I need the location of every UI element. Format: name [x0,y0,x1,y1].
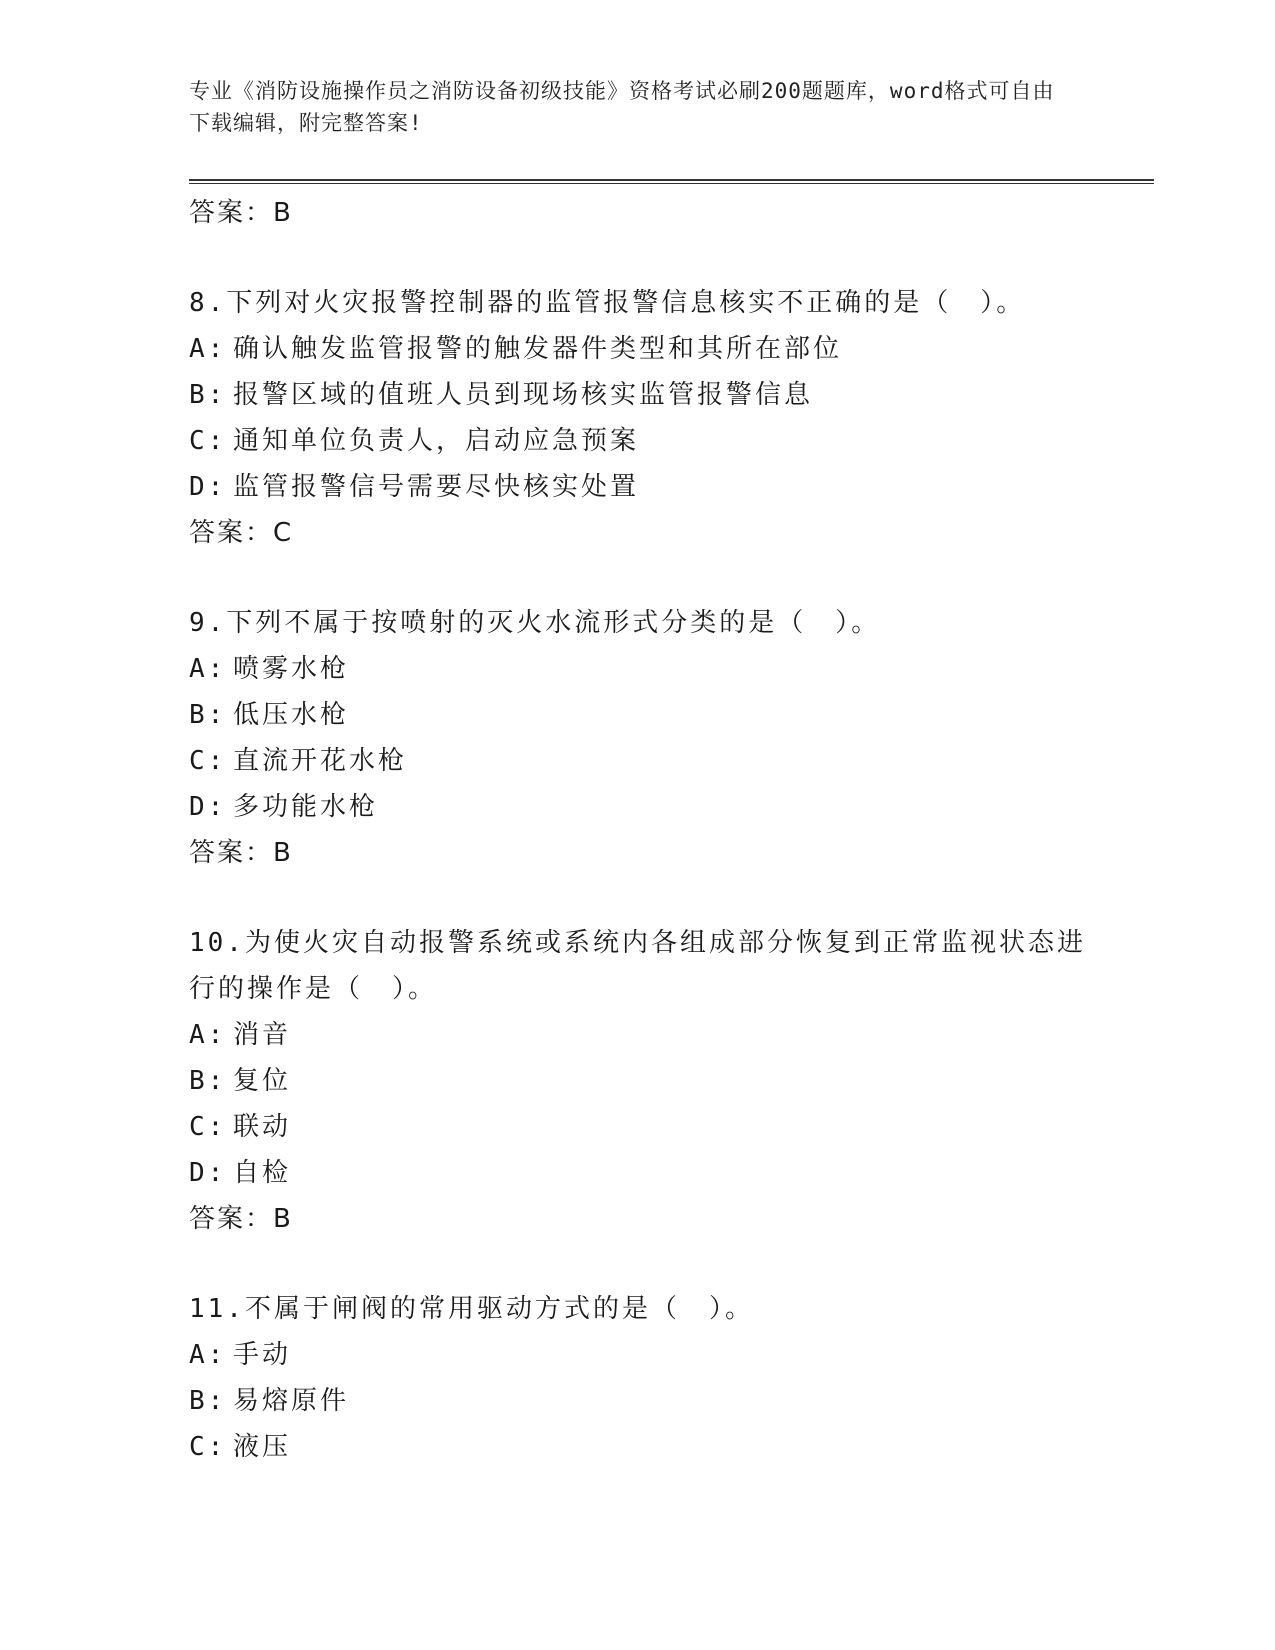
option-text: 复位 [233,1066,292,1096]
option-key: D: [189,792,227,822]
question-block [189,600,1089,876]
option-text: 液压 [233,1432,292,1462]
option-key: A: [189,1340,227,1370]
option-text: 消音 [233,1020,292,1050]
option-key: B: [189,1066,227,1096]
answer-line: 答案：C [189,518,294,548]
option-c [189,1424,1089,1470]
question-block [189,280,1089,556]
option-text: 监管报警信号需要尽快核实处置 [233,472,640,502]
option-c [189,418,1089,464]
question-text: 10.为使火灾自动报警系统或系统内各组成部分恢复到正常监视状态进行的操作是（ ）。 [189,928,1086,1004]
question-block [189,1286,1089,1470]
option-c [189,738,1089,784]
answer-line: 答案：B [189,198,293,228]
option-c [189,1104,1089,1150]
question-text: 11.不属于闸阀的常用驱动方式的是（ ）。 [189,1294,754,1324]
option-d [189,1150,1089,1196]
option-key: A: [189,334,227,364]
option-d [189,784,1089,830]
question-text: 9.下列不属于按喷射的灭火水流形式分类的是（ ）。 [189,608,881,638]
option-text: 报警区域的值班人员到现场核实监管报警信息 [233,380,814,410]
option-key: B: [189,380,227,410]
option-key: C: [189,746,227,776]
question-block [189,920,1089,1242]
option-key: D: [189,472,227,502]
header-rule-thin [189,183,1154,184]
option-key: A: [189,1020,227,1050]
option-b [189,1058,1089,1104]
option-text: 自检 [233,1158,292,1188]
option-text: 低压水枪 [233,700,350,730]
option-text: 确认触发监管报警的触发器件类型和其所在部位 [233,334,843,364]
option-key: C: [189,426,227,456]
option-a [189,1012,1089,1058]
option-text: 直流开花水枪 [233,746,408,776]
option-d [189,464,1089,510]
option-text: 喷雾水枪 [233,654,350,684]
answer-line: 答案：B [189,1204,293,1234]
question-text: 8.下列对火灾报警控制器的监管报警信息核实不正确的是（ ）。 [189,288,1026,318]
answer-line: 答案：B [189,838,293,868]
option-text: 手动 [233,1340,292,1370]
option-text: 易熔原件 [233,1386,350,1416]
option-b [189,372,1089,418]
option-key: C: [189,1432,227,1462]
option-b [189,1378,1089,1424]
option-text: 联动 [233,1112,292,1142]
option-key: D: [189,1158,227,1188]
option-key: B: [189,1386,227,1416]
option-key: C: [189,1112,227,1142]
option-a [189,646,1089,692]
document-header: 专业《消防设施操作员之消防设备初级技能》资格考试必刷200题题库，word格式可自由下载编辑，附完整答案! [189,79,1055,135]
option-text: 通知单位负责人，启动应急预案 [233,426,640,456]
option-key: A: [189,654,227,684]
option-key: B: [189,700,227,730]
question-list [189,190,1089,1470]
option-b [189,692,1089,738]
option-a [189,326,1089,372]
option-text: 多功能水枪 [233,792,379,822]
option-a [189,1332,1089,1378]
header-rule-thick [189,179,1154,181]
